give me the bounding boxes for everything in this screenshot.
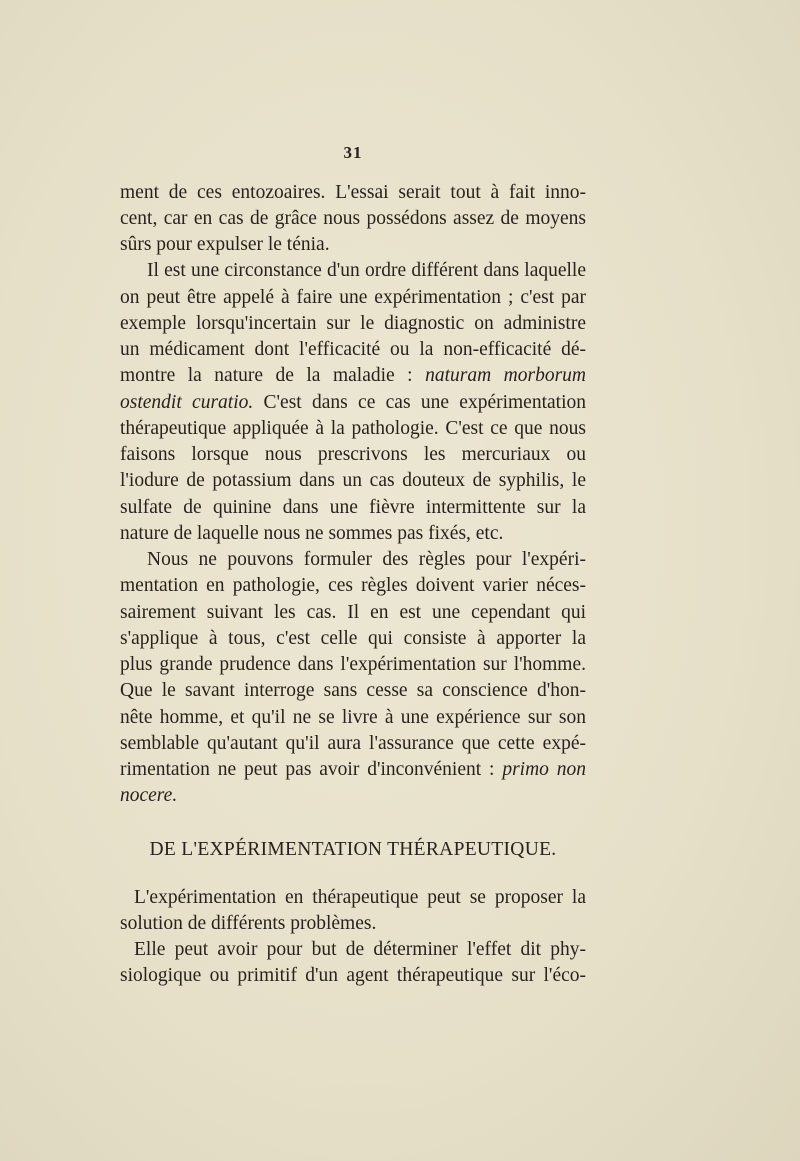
text-span: montre la nature de la maladie : — [120, 365, 413, 386]
text-line: Elle peut avoir pour but de déterminer l'effet dit phy- — [134, 939, 586, 960]
latin-line: nocere. — [120, 785, 178, 806]
text-line: mentation en pathologie, ces règles doivent varier néces- — [120, 575, 586, 596]
text-line: L'expérimentation en thérapeutique peut se proposer la — [134, 887, 586, 908]
text-line: sulfate de quinine dans une fièvre intermittente sur la — [120, 497, 586, 518]
text-line: on peut être appelé à faire une expérimentation ; c'est par — [120, 287, 586, 308]
text-line: s'applique à tous, c'est celle qui consiste à apporter la — [120, 628, 586, 649]
text-line: semblable qu'autant qu'il aura l'assurance que cette expé- — [120, 733, 586, 754]
text-line: Nous ne pouvons formuler des règles pour l'expéri- — [147, 549, 586, 570]
text-line: l'iodure de potassium dans un cas douteux de syphilis, le — [120, 470, 586, 491]
text-line: nête homme, et qu'il ne se livre à une expérience sur son — [120, 707, 586, 728]
text-line: Que le savant interroge sans cesse sa conscience d'hon- — [120, 680, 586, 701]
text-line: cent, car en cas de grâce nous possédons assez de moyens — [120, 208, 586, 229]
text-line: thérapeutique appliquée à la pathologie. C'est ce que nous — [120, 418, 586, 439]
text-line: ment de ces entozoaires. L'essai serait tout à fait inno- — [120, 182, 586, 203]
text-line: un médicament dont l'efficacité ou la non-efficacité dé- — [120, 339, 586, 360]
text-line: sairement suivant les cas. Il en est une cependant qui — [120, 602, 586, 623]
latin-phrase: ostendit curatio. — [120, 392, 254, 413]
text-line: siologique ou primitif d'un agent thérapeutique sur l'éco- — [120, 965, 586, 986]
text-line: sûrs pour expulser le ténia. — [120, 234, 330, 255]
text-line: exemple lorsqu'incertain sur le diagnostic on administre — [120, 313, 586, 334]
text-line: faisons lorsque nous prescrivons les mercuriaux ou — [120, 444, 586, 465]
latin-phrase: primo non — [502, 759, 587, 780]
text-line: Il est une circonstance d'un ordre différent dans laquelle — [147, 260, 586, 281]
text-line: plus grande prudence dans l'expérimentation sur l'homme. — [120, 654, 586, 675]
text-line-with-latin — [120, 757, 586, 783]
latin-phrase: naturam morborum — [425, 365, 586, 386]
text-line: nature de laquelle nous ne sommes pas fixés, etc. — [120, 523, 504, 544]
text-span: C'est dans ce cas une expérimentation — [253, 392, 586, 413]
text-line-with-latin — [120, 363, 586, 389]
text-span: rimentation ne peut pas avoir d'inconvénient : — [120, 759, 495, 780]
page-number: 31 — [343, 143, 363, 162]
text-line-with-latin — [120, 390, 586, 416]
text-line: solution de différents problèmes. — [120, 913, 377, 934]
section-heading: DE L'EXPÉRIMENTATION THÉRAPEUTIQUE. — [149, 839, 557, 860]
